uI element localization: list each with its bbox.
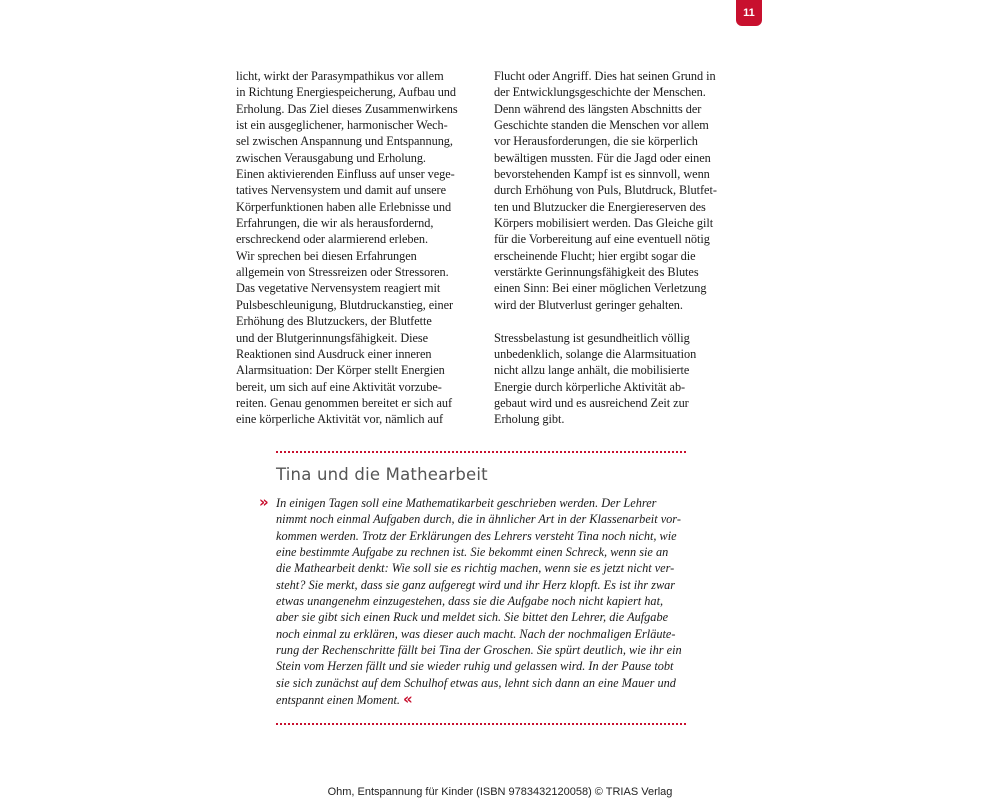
text-line: Alarmsituation: Der Körper stellt Energien bbox=[236, 363, 445, 378]
text-line: Energie durch körperliche Aktivität ab- bbox=[494, 379, 686, 394]
text-line: zwischen Verausgabung und Erholung. bbox=[236, 150, 426, 165]
story-box-bottom-divider bbox=[276, 723, 686, 725]
text-line: sel zwischen Anspannung und Entspannung, bbox=[236, 134, 453, 149]
footer-citation: Ohm, Entspannung für Kinder (ISBN 9783432120058) © TRIAS Verlag bbox=[327, 786, 673, 798]
text-line: gebaut wird und es ausreichend Zeit zur bbox=[494, 395, 689, 410]
text-line: einen Sinn: Bei einer möglichen Verletzung bbox=[494, 281, 707, 296]
story-box-title: Tina und die Mathearbeit bbox=[276, 465, 488, 484]
text-line: licht, wirkt der Parasympathikus vor allem bbox=[236, 69, 444, 83]
text-line: Denn während des längsten Abschnitts der bbox=[494, 101, 702, 116]
text-line: Körpers mobilisiert werden. Das Gleiche gilt bbox=[494, 216, 714, 231]
text-line: vor Herausforderungen, die sie körperlich bbox=[494, 134, 698, 149]
left-text-column bbox=[236, 68, 474, 428]
text-line: Einen aktivierenden Einfluss auf unser vege- bbox=[236, 167, 455, 182]
text-line: für die Vorbereitung auf eine eventuell nötig bbox=[494, 232, 710, 247]
story-line: kommen werden. Trotz der Erklärungen des Lehrers versteht Tina noch nicht, wie bbox=[276, 528, 677, 543]
right-text-column bbox=[494, 68, 732, 428]
text-line: nicht allzu lange anhält, die mobilisierte bbox=[494, 363, 690, 378]
text-line: erschreckend oder alarmierend erleben. bbox=[236, 232, 429, 247]
story-line: entspannt einen Moment. bbox=[276, 693, 400, 708]
text-line: wird der Blutverlust geringer gehalten. bbox=[494, 297, 683, 312]
story-box-text bbox=[276, 495, 696, 707]
text-line: Stressbelastung ist gesundheitlich völlig bbox=[494, 330, 690, 345]
story-line: rung der Rechenschritte fällt bei Tina der Groschen. Sie spürt deutlich, wie ihr ein bbox=[276, 643, 682, 658]
text-line: Erfahrungen, die wir als herausfordernd, bbox=[236, 216, 434, 231]
text-line: Geschichte standen die Menschen vor allem bbox=[494, 118, 709, 133]
story-line: Stein vom Herzen fällt und sie wieder ruhig und gelassen wird. In der Pause tobt bbox=[276, 659, 674, 674]
page-number-badge bbox=[736, 0, 762, 26]
page-number: 11 bbox=[743, 7, 755, 19]
text-line: Erhöhung des Blutzuckers, der Blutfette bbox=[236, 314, 432, 329]
text-line: Das vegetative Nervensystem reagiert mit bbox=[236, 281, 441, 296]
story-line: sie sich zunächst auf dem Schulhof etwas aus, lehnt sich dann an eine Mauer und bbox=[276, 675, 676, 690]
text-line: Körperfunktionen haben alle Erlebnisse und bbox=[236, 199, 452, 214]
text-line: reiten. Genau genommen bereitet er sich auf bbox=[236, 395, 453, 410]
text-line: und der Blutgerinnungsfähigkeit. Diese bbox=[236, 330, 429, 345]
story-line: aber sie gibt sich einen Ruck und meldet sich. Sie bittet den Lehrer, die Aufgabe bbox=[276, 610, 669, 625]
story-line: etwas unangenehm einzugestehen, dass sie die Aufgabe noch nicht kapiert hat, bbox=[276, 594, 664, 609]
story-box-top-divider bbox=[276, 451, 686, 453]
text-line: durch Erhöhung von Puls, Blutdruck, Blutfet- bbox=[494, 183, 717, 198]
text-line: Erholung. Das Ziel dieses Zusammenwirkens bbox=[236, 101, 458, 116]
text-line: tatives Nervensystem und damit auf unsere bbox=[236, 183, 447, 198]
story-line: steht? Sie merkt, dass sie ganz aufgeregt wird und ihr Herz klopft. Es ist ihr zwar bbox=[276, 577, 676, 592]
text-line: allgemein von Stressreizen oder Stressoren. bbox=[236, 265, 449, 280]
story-line: noch einmal zu erklären, was dieser auch macht. Nach der nochmaligen Erläute- bbox=[276, 626, 676, 641]
text-line: Flucht oder Angriff. Dies hat seinen Grund in bbox=[494, 69, 716, 83]
text-line: verstärkte Gerinnungsfähigkeit des Blutes bbox=[494, 265, 699, 280]
text-line: unbedenklich, solange die Alarmsituation bbox=[494, 346, 697, 361]
story-line: nimmt noch einmal Aufgaben durch, die in ähnlicher Art in der Klassenarbeit vor- bbox=[276, 512, 681, 527]
quote-close-icon: « bbox=[403, 690, 413, 709]
text-line: bevorstehenden Kampf ist es sinnvoll, wenn bbox=[494, 167, 710, 182]
text-line: bewältigen mussten. Für die Jagd oder einen bbox=[494, 150, 711, 165]
text-line: bereit, um sich auf eine Aktivität vorzube- bbox=[236, 379, 442, 394]
text-line: der Entwicklungsgeschichte der Menschen. bbox=[494, 85, 706, 100]
paragraph-gap bbox=[494, 313, 732, 329]
text-line: Reaktionen sind Ausdruck einer inneren bbox=[236, 346, 432, 361]
text-line: eine körperliche Aktivität vor, nämlich auf bbox=[236, 412, 444, 427]
quote-open-icon: » bbox=[259, 493, 269, 511]
text-line: in Richtung Energiespeicherung, Aufbau und bbox=[236, 85, 456, 100]
text-line: ten und Blutzucker die Energiereserven des bbox=[494, 199, 706, 214]
story-line: eine bestimmte Aufgabe zu rechnen ist. Sie bekommt einen Schreck, wenn sie an bbox=[276, 545, 669, 560]
story-line: die Mathearbeit denkt: Wie soll sie es richtig machen, wenn sie es jetzt nicht ver- bbox=[276, 561, 675, 576]
text-line: ist ein ausgeglichener, harmonischer Wech- bbox=[236, 118, 448, 133]
text-line: Pulsbeschleunigung, Blutdruckanstieg, einer bbox=[236, 297, 454, 312]
text-line: Wir sprechen bei diesen Erfahrungen bbox=[236, 248, 417, 263]
story-line-last bbox=[276, 691, 696, 707]
story-line: In einigen Tagen soll eine Mathematikarbeit geschrieben werden. Der Lehrer bbox=[276, 496, 657, 510]
text-line: Erholung gibt. bbox=[494, 412, 565, 427]
text-line: erscheinende Flucht; hier ergibt sogar die bbox=[494, 248, 696, 263]
